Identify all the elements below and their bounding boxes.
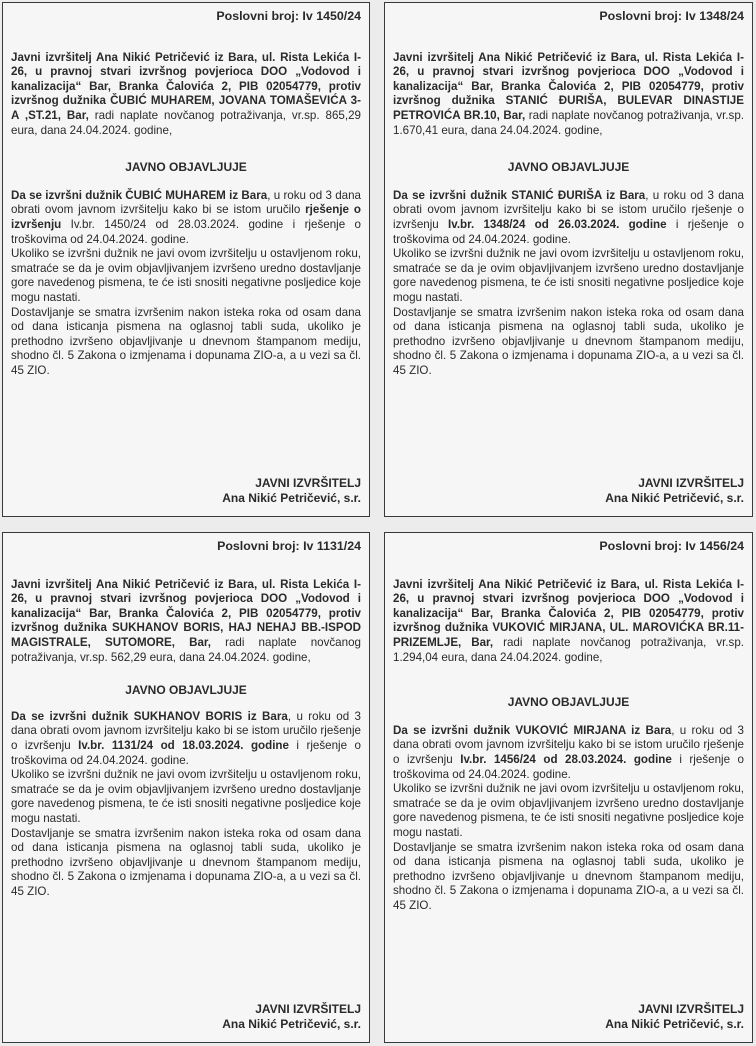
signature-title: JAVNI IZVRŠITELJ: [255, 476, 361, 490]
signature-title: JAVNI IZVRŠITELJ: [638, 476, 744, 490]
notice-paragraph-3: Dostavljanje se smatra izvršenim nakon isteka roka od osam dana od dana isticanja pismena na oglasnoj tabli suda, ukoliko je prethodno izvršeno objavljivanje u dnevnom štampanom mediju, shodno čl. 5 Zakona o izmjenama i dopunama ZIO-a, a u vezi sa čl. 45 ZIO.: [393, 840, 744, 912]
decision-ref: Iv.br. 1456/24 od 28.03.2024. godine: [460, 752, 672, 766]
notice-heading: JAVNO OBJAVLJUJE: [507, 160, 630, 175]
notice-iv-1456: [384, 532, 753, 1043]
notice-iv-1348: [384, 2, 753, 517]
notice-heading: JAVNO OBJAVLJUJE: [125, 160, 247, 175]
notice-intro: [393, 51, 744, 139]
notice-paragraph-1: [11, 189, 361, 247]
paragraph-text: i rješenje o troškovima od 24.04.2024. godine.: [393, 752, 745, 781]
notice-paragraph-2: Ukoliko se izvršni dužnik ne javi ovom izvršitelju u ostavljenom roku, smatraće se da je ovim objavljivanjem izvršeno uredno dostavljanje gore navedenog pismena, te će isti snositi negativne posljedice koje mogu nastati.: [393, 782, 744, 839]
signature-block: [605, 476, 744, 506]
signature-block: [222, 1002, 361, 1032]
signature-block: [605, 1002, 744, 1032]
paragraph-text: , u roku od 3 dana obrati ovom javnom izvršitelju kako bi se istom uručilo rješenje o izvršenju: [393, 188, 744, 231]
paragraph-text: Iv.br. 1450/24 od 28.03.2024. godine i rješenje o troškovima od 24.04.2024. godine.: [11, 217, 361, 246]
intro-plain: radi naplate novčanog potraživanja, vr.sp. 562,29 eura, dana 24.04.2024. godine,: [11, 635, 361, 664]
notice-heading: JAVNO OBJAVLJUJE: [507, 695, 630, 710]
intro-bold: Javni izvršitelj Ana Nikić Petričević iz Bara, ul. Rista Lekića I-26, u pravnoj stvari izvršnog povjerioca DOO „Vodovod i kanalizacija“ Bar, Branka Čalovića 2, PIB 02054779, protiv izvršnog dužnika ČUBIĆ MUHAREM, JOVANA TOMAŠEVIĆA 3-A ,ST.21, Bar,: [11, 50, 361, 122]
debtor-bold: Da se izvršni dužnik VUKOVIĆ MIRJANA iz Bara: [393, 723, 672, 737]
intro-bold: Javni izvršitelj Ana Nikić Petričević iz Bara, ul. Rista Lekića I-26, u pravnoj stvari izvršnog povjerioca DOO „Vodovod i kanalizacija“ Bar, Branka Čalovića 2, PIB 02054779, protiv izvršnog dužnika STANIĆ ĐURIŠA, BULEVAR DINASTIJE PETROVIĆA BR.10, Bar,: [393, 50, 744, 122]
debtor-bold: Da se izvršni dužnik ČUBIĆ MUHAREM iz Bara: [11, 188, 268, 202]
notice-paragraph-3: Dostavljanje se smatra izvršenim nakon isteka roka od osam dana od dana isticanja pismena na oglasnoj tabli suda, ukoliko je prethodno izvršeno objavljivanje u dnevnom štampanom mediju, shodno čl. 5 Zakona o izmjenama i dopunama ZIO-a, a u vezi sa čl. 45 ZIO.: [11, 826, 361, 898]
signature-title: JAVNI IZVRŠITELJ: [255, 1002, 361, 1016]
notice-iv-1450: [2, 2, 370, 517]
intro-plain: radi naplate novčanog potraživanja, vr.sp. 1.670,41 eura, dana 24.04.2024. godine,: [393, 108, 744, 137]
notice-paragraph-3: Dostavljanje se smatra izvršenim nakon isteka roka od osam dana od dana isticanja pismena na oglasnoj tabli suda, ukoliko je prethodno izvršeno objavljivanje u dnevnom štampanom mediju, shodno čl. 5 Zakona o izmjenama i dopunama ZIO-a, a u vezi sa čl. 45 ZIO.: [393, 305, 744, 377]
notice-paragraph-2: Ukoliko se izvršni dužnik ne javi ovom izvršitelju u ostavljenom roku, smatraće se da je ovim objavljivanjem izvršeno uredno dostavljanje gore navedenog pismena, te će isti snositi negativne posljedice koje mogu nastati.: [11, 768, 361, 825]
notice-paragraph-1: [393, 189, 744, 247]
debtor-bold: Da se izvršni dužnik SUKHANOV BORIS iz Bara: [11, 709, 288, 723]
intro-bold: Javni izvršitelj Ana Nikić Petričević iz Bara, ul. Rista Lekića I-26, u pravnoj stvari izvršnog povjerioca DOO „Vodovod i kanalizacija“ Bar, Branka Čalovića 2, PIB 02054779, protiv izvršnog dužnika SUKHANOV BORIS, HAJ NEHAJ BB.-ISPOD MAGISTRALE, SUTOMORE, Bar,: [11, 577, 361, 649]
decision-ref: Iv.br. 1348/24 od 26.03.2024. godine: [448, 217, 667, 231]
intro-plain: radi naplate novčanog potraživanja, vr.sp. 1.294,04 eura, dana 24.04.2024. godine,: [393, 635, 744, 664]
notice-intro: [393, 578, 744, 666]
case-number: Poslovni broj: Iv 1450/24: [216, 9, 361, 23]
debtor-bold: Da se izvršni dužnik STANIĆ ĐURIŠA iz Bara: [393, 188, 646, 202]
case-number: Poslovni broj: Iv 1131/24: [217, 539, 361, 553]
notice-heading: JAVNO OBJAVLJUJE: [125, 683, 247, 698]
paragraph-text: , u roku od 3 dana obrati ovom javnom izvršitelju kako bi se istom uručilo rješenje o izvršenju: [393, 723, 745, 766]
notice-paragraph-1: [393, 724, 744, 782]
decision-ref: rješenje o izvršenju: [11, 203, 361, 231]
notice-paragraph-3: Dostavljanje se smatra izvršenim nakon isteka roka od osam dana od dana isticanja pismena na oglasnoj tabli suda, ukoliko je prethodno izvršeno objavljivanje u dnevnom štampanom mediju, shodno čl. 5 Zakona o izmjenama i dopunama ZIO-a, a u vezi sa čl. 45 ZIO.: [11, 305, 361, 377]
signature-name: Ana Nikić Petričević, s.r.: [605, 491, 744, 505]
signature-title: JAVNI IZVRŠITELJ: [638, 1002, 744, 1016]
intro-plain: radi naplate novčanog potraživanja, vr.sp. 865,29 eura, dana 24.04.2024. godine,: [11, 108, 361, 137]
notice-intro: [11, 578, 361, 666]
notice-intro: [11, 51, 361, 139]
paragraph-text: , u roku od 3 dana obrati ovom javnom izvršitelju kako bi se istom uručilo: [11, 188, 361, 217]
signature-name: Ana Nikić Petričević, s.r.: [222, 1017, 361, 1031]
notice-paragraph-2: Ukoliko se izvršni dužnik ne javi ovom izvršitelju u ostavljenom roku, smatraće se da je ovim objavljivanjem izvršeno uredno dostavljanje gore navedenog pismena, te će isti snositi negativne posljedice koje mogu nastati.: [11, 247, 361, 304]
paragraph-text: i rješenje o troškovima od 24.04.2024. godine.: [393, 217, 745, 246]
signature-name: Ana Nikić Petričević, s.r.: [605, 1017, 744, 1031]
paragraph-text: i rješenje o troškovima od 24.04.2024. godine.: [11, 738, 362, 767]
paragraph-text: , u roku od 3 dana obrati ovom javnom izvršitelju kako bi se istom uručilo rješenje o izvršenju: [11, 709, 361, 752]
notice-paragraph-1: [11, 710, 361, 768]
signature-block: [222, 476, 361, 506]
intro-bold: Javni izvršitelj Ana Nikić Petričević iz Bara, ul. Rista Lekića I-26, u pravnoj stvari izvršnog povjerioca DOO „Vodovod i kanalizacija“ Bar, Branka Čalovića 2, PIB 02054779, protiv izvršnog dužnika VUKOVIĆ MIRJANA, UL. MAROVIĆKA BR.11-PRIZEMLJE, Bar,: [393, 577, 744, 649]
decision-ref: Iv.br. 1131/24 od 18.03.2024. godine: [78, 738, 289, 752]
signature-name: Ana Nikić Petričević, s.r.: [222, 491, 361, 505]
notice-paragraph-2: Ukoliko se izvršni dužnik ne javi ovom izvršitelju u ostavljenom roku, smatraće se da je ovim objavljivanjem izvršeno uredno dostavljanje gore navedenog pismena, te će isti snositi negativne posljedice koje mogu nastati.: [393, 247, 744, 304]
case-number: Poslovni broj: Iv 1348/24: [599, 9, 744, 23]
notice-iv-1131: [2, 532, 370, 1043]
case-number: Poslovni broj: Iv 1456/24: [599, 539, 744, 553]
